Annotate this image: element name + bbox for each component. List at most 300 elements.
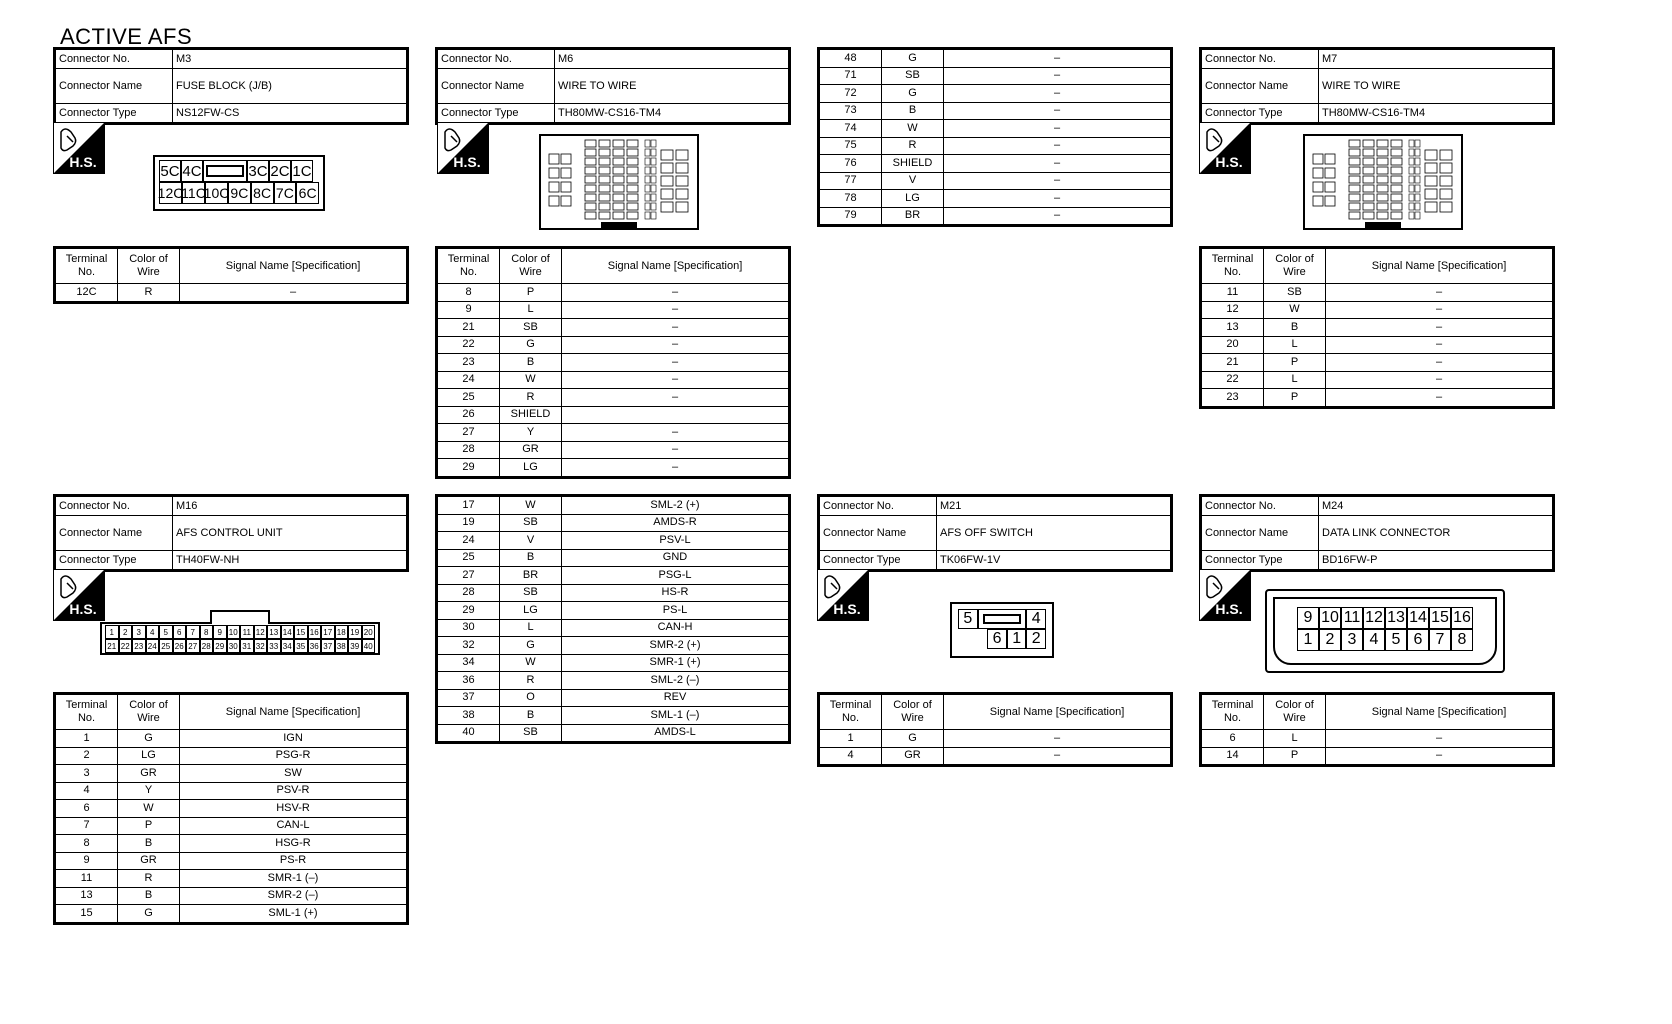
cell-color: B: [500, 354, 562, 372]
m7-connector-name-value: WIRE TO WIRE: [1319, 69, 1553, 104]
table-row: [438, 371, 789, 389]
table-row: [438, 584, 789, 602]
cell-color: P: [1264, 747, 1326, 765]
connector-pin: 7: [186, 625, 200, 639]
cell-signal: –: [562, 284, 789, 302]
connector-pin: 2: [1026, 629, 1046, 649]
connector-lock: [210, 610, 270, 624]
m16-terminal-table: [435, 494, 791, 744]
connector-pin: 11: [1341, 607, 1363, 629]
cell-terminal: 19: [438, 514, 500, 532]
header-terminal-no: Terminal No.: [56, 695, 118, 730]
connector-pin: 14: [1407, 607, 1429, 629]
connector-pin: 4: [1363, 629, 1385, 651]
connector-pin: 16: [308, 625, 322, 639]
cell-signal: CAN-H: [562, 619, 789, 637]
connector-pin: 8: [200, 625, 214, 639]
connector-pin: 15: [294, 625, 308, 639]
connector-pins: [1297, 607, 1503, 651]
connector-key: [978, 609, 1027, 629]
cell-color: R: [118, 284, 180, 302]
m3-connector-name-value: FUSE BLOCK (J/B): [173, 69, 407, 104]
cell-signal: –: [944, 207, 1171, 225]
cell-color: G: [882, 85, 944, 103]
cell-signal: –: [562, 354, 789, 372]
cell-signal: SW: [180, 765, 407, 783]
cell-color: LG: [500, 459, 562, 477]
connector-pin: 7: [1429, 629, 1451, 651]
cell-terminal: 20: [1202, 336, 1264, 354]
cell-signal: SMR-1 (–): [180, 870, 407, 888]
cell-color: B: [118, 835, 180, 853]
header-signal-name: Signal Name [Specification]: [180, 695, 407, 730]
cell-terminal: 34: [438, 654, 500, 672]
cell-color: W: [882, 120, 944, 138]
cell-terminal: 29: [438, 459, 500, 477]
m3-connector-type-value: NS12FW-CS: [173, 104, 407, 123]
cell-terminal: 78: [820, 190, 882, 208]
cell-color: SB: [500, 584, 562, 602]
connector-pin: 6: [1407, 629, 1429, 651]
m16-connector-name-value: AFS CONTROL UNIT: [173, 516, 407, 551]
table-row: [438, 654, 789, 672]
cell-color: G: [882, 50, 944, 68]
cell-terminal: 32: [438, 637, 500, 655]
cell-signal: CAN-L: [180, 817, 407, 835]
cell-color: BR: [882, 207, 944, 225]
label-connector-type: Connector Type: [1202, 104, 1319, 123]
cell-terminal: 3: [56, 765, 118, 783]
cell-terminal: 38: [438, 707, 500, 725]
table-row: [438, 319, 789, 337]
label-connector-no: Connector No.: [820, 497, 937, 516]
table-row: [438, 354, 789, 372]
connector-pin: 4C: [181, 160, 203, 182]
m16-terminal-table: [53, 692, 409, 925]
connector-pin: 9C: [228, 182, 251, 204]
table-row: [438, 549, 789, 567]
connector-pin: 11C: [182, 182, 205, 204]
cell-terminal: 29: [438, 602, 500, 620]
svg-text:H.S.: H.S.: [833, 601, 861, 617]
m7-connector-type-value: TH80MW-CS16-TM4: [1319, 104, 1553, 123]
connector-pin: 5: [1385, 629, 1407, 651]
cell-terminal: 4: [820, 747, 882, 765]
header-color-of-wire: Color of Wire: [1264, 249, 1326, 284]
harness-side-icon: [1199, 569, 1251, 621]
connector-pin: 39: [348, 639, 362, 653]
cell-terminal: 37: [438, 689, 500, 707]
header-color-of-wire: Color of Wire: [118, 249, 180, 284]
cell-terminal: 13: [56, 887, 118, 905]
m16-info-box: [53, 494, 409, 572]
connector-pin: 12C: [159, 182, 182, 204]
connector-pin: 10C: [205, 182, 228, 204]
table-row: [820, 67, 1171, 85]
table-row: [438, 689, 789, 707]
m16-connector-type-value: TH40FW-NH: [173, 551, 407, 570]
label-connector-name: Connector Name: [1202, 516, 1319, 551]
cell-color: W: [500, 654, 562, 672]
table-row: [820, 102, 1171, 120]
connector-pin: 36: [308, 639, 322, 653]
cell-signal: PS-L: [562, 602, 789, 620]
cell-terminal: 74: [820, 120, 882, 138]
header-terminal-no: Terminal No.: [820, 695, 882, 730]
m6-connector-type-value: TH80MW-CS16-TM4: [555, 104, 789, 123]
cell-signal: SML-2 (+): [562, 497, 789, 515]
header-signal-name: Signal Name [Specification]: [1326, 695, 1553, 730]
cell-signal: AMDS-R: [562, 514, 789, 532]
table-row: [438, 707, 789, 725]
cell-signal: –: [562, 441, 789, 459]
cell-color: G: [118, 730, 180, 748]
harness-side-icon: [53, 122, 105, 174]
cell-signal: HSV-R: [180, 800, 407, 818]
connector-pin: 8C: [251, 182, 274, 204]
cell-color: SB: [500, 319, 562, 337]
cell-color: P: [1264, 389, 1326, 407]
cell-terminal: 23: [438, 354, 500, 372]
table-row: [438, 336, 789, 354]
svg-text:H.S.: H.S.: [69, 154, 97, 170]
cell-signal: SML-1 (–): [562, 707, 789, 725]
cell-signal: –: [180, 284, 407, 302]
header-terminal-no: Terminal No.: [1202, 249, 1264, 284]
cell-color: Y: [500, 424, 562, 442]
table-row: [438, 497, 789, 515]
cell-signal: SML-2 (–): [562, 672, 789, 690]
cell-color: O: [500, 689, 562, 707]
cell-signal: –: [1326, 730, 1553, 748]
connector-pin: 5: [958, 609, 978, 629]
table-row: [56, 835, 407, 853]
harness-side-icon: [817, 569, 869, 621]
connector-pin: 1: [1007, 629, 1027, 649]
m21-terminal-table: [817, 692, 1173, 767]
connector-pin: 20: [362, 625, 376, 639]
cell-signal: [562, 406, 789, 424]
cell-color: L: [1264, 371, 1326, 389]
m21-connector-name-value: AFS OFF SWITCH: [937, 516, 1171, 551]
cell-color: GR: [118, 765, 180, 783]
cell-signal: SML-1 (+): [180, 905, 407, 923]
table-row: [56, 870, 407, 888]
connector-pin: [958, 629, 987, 649]
table-row: [56, 852, 407, 870]
header-color-of-wire: Color of Wire: [882, 695, 944, 730]
table-row: [438, 389, 789, 407]
cell-signal: –: [944, 747, 1171, 765]
connector-key: [203, 160, 247, 182]
connector-pin: 6C: [296, 182, 319, 204]
cell-terminal: 77: [820, 172, 882, 190]
connector-pin: 2C: [269, 160, 291, 182]
table-row: [56, 730, 407, 748]
cell-terminal: 24: [438, 532, 500, 550]
table-row: [438, 532, 789, 550]
connector-pin: 23: [132, 639, 146, 653]
table-row: [56, 887, 407, 905]
table-row: [438, 284, 789, 302]
table-row: [820, 730, 1171, 748]
cell-signal: IGN: [180, 730, 407, 748]
connector-pin: 3: [1341, 629, 1363, 651]
cell-color: W: [1264, 301, 1326, 319]
connector-pin: 5C: [159, 160, 181, 182]
header-color-of-wire: Color of Wire: [500, 249, 562, 284]
m7-terminal-table: [1199, 246, 1555, 409]
cell-terminal: 8: [438, 284, 500, 302]
harness-side-icon: [53, 569, 105, 621]
label-connector-no: Connector No.: [56, 50, 173, 69]
cell-terminal: 7: [56, 817, 118, 835]
m3-connector-no-value: M3: [173, 50, 407, 69]
harness-side-icon: [1199, 122, 1251, 174]
m24-connector-type-value: BD16FW-P: [1319, 551, 1553, 570]
m24-connector-face: [1265, 589, 1505, 673]
cell-signal: –: [562, 301, 789, 319]
m6-terminal-table: [817, 47, 1173, 227]
cell-terminal: 11: [1202, 284, 1264, 302]
cell-terminal: 12C: [56, 284, 118, 302]
m16-connector-no-value: M16: [173, 497, 407, 516]
page-title: ACTIVE AFS: [60, 24, 193, 49]
cell-terminal: 36: [438, 672, 500, 690]
table-row: [1202, 354, 1553, 372]
connector-pin: 4: [1026, 609, 1046, 629]
table-row: [1202, 284, 1553, 302]
connector-pin: 27: [186, 639, 200, 653]
label-connector-no: Connector No.: [1202, 50, 1319, 69]
connector-pin: 12: [254, 625, 268, 639]
table-row: [56, 782, 407, 800]
cell-terminal: 11: [56, 870, 118, 888]
cell-color: W: [500, 371, 562, 389]
label-connector-name: Connector Name: [56, 516, 173, 551]
cell-color: SB: [1264, 284, 1326, 302]
table-row: [438, 602, 789, 620]
table-row: [56, 817, 407, 835]
table-row: [56, 747, 407, 765]
connector-pin: 26: [173, 639, 187, 653]
cell-color: R: [500, 672, 562, 690]
cell-signal: SMR-1 (+): [562, 654, 789, 672]
connector-pin: 33: [267, 639, 281, 653]
harness-side-icon: [437, 122, 489, 174]
cell-terminal: 72: [820, 85, 882, 103]
cell-signal: –: [562, 371, 789, 389]
label-connector-type: Connector Type: [56, 551, 173, 570]
cell-terminal: 22: [1202, 371, 1264, 389]
header-color-of-wire: Color of Wire: [1264, 695, 1326, 730]
cell-signal: –: [562, 336, 789, 354]
cell-signal: PS-R: [180, 852, 407, 870]
cell-terminal: 17: [438, 497, 500, 515]
table-row: [438, 406, 789, 424]
table-row: [1202, 747, 1553, 765]
table-row: [438, 441, 789, 459]
m3-terminal-table: [53, 246, 409, 304]
cell-terminal: 71: [820, 67, 882, 85]
cell-signal: REV: [562, 689, 789, 707]
table-row: [1202, 336, 1553, 354]
cell-terminal: 1: [56, 730, 118, 748]
m21-connector-type-value: TK06FW-1V: [937, 551, 1171, 570]
cell-color: G: [500, 336, 562, 354]
connector-pin: 2: [119, 625, 133, 639]
table-row: [438, 637, 789, 655]
connector-pin: 3: [132, 625, 146, 639]
label-connector-name: Connector Name: [438, 69, 555, 104]
cell-terminal: 25: [438, 389, 500, 407]
header-color-of-wire: Color of Wire: [118, 695, 180, 730]
cell-signal: –: [562, 389, 789, 407]
cell-signal: PSV-R: [180, 782, 407, 800]
cell-terminal: 28: [438, 584, 500, 602]
cell-terminal: 30: [438, 619, 500, 637]
table-row: [1202, 319, 1553, 337]
cell-terminal: 76: [820, 155, 882, 173]
table-row: [438, 619, 789, 637]
cell-signal: –: [944, 67, 1171, 85]
connector-pin: 2: [1319, 629, 1341, 651]
connector-pin: 8: [1451, 629, 1473, 651]
header-signal-name: Signal Name [Specification]: [944, 695, 1171, 730]
table-row: [438, 459, 789, 477]
cell-color: GR: [882, 747, 944, 765]
connector-pin: 21: [105, 639, 119, 653]
connector-pin: 7C: [274, 182, 297, 204]
header-terminal-no: Terminal No.: [1202, 695, 1264, 730]
connector-pin: 12: [1363, 607, 1385, 629]
cell-color: V: [882, 172, 944, 190]
table-row: [1202, 301, 1553, 319]
connector-pin: 19: [348, 625, 362, 639]
label-connector-no: Connector No.: [1202, 497, 1319, 516]
cell-color: V: [500, 532, 562, 550]
connector-pin: 40: [362, 639, 376, 653]
cell-signal: –: [944, 50, 1171, 68]
table-row: [820, 137, 1171, 155]
connector-pin: 10: [1319, 607, 1341, 629]
cell-terminal: 9: [438, 301, 500, 319]
cell-signal: PSG-R: [180, 747, 407, 765]
cell-terminal: 24: [438, 371, 500, 389]
table-row: [820, 190, 1171, 208]
cell-color: GR: [118, 852, 180, 870]
cell-color: G: [118, 905, 180, 923]
cell-terminal: 25: [438, 549, 500, 567]
connector-pin: 1: [1297, 629, 1319, 651]
label-connector-name: Connector Name: [56, 69, 173, 104]
table-row: [438, 567, 789, 585]
cell-terminal: 21: [1202, 354, 1264, 372]
cell-color: LG: [500, 602, 562, 620]
cell-signal: GND: [562, 549, 789, 567]
label-connector-name: Connector Name: [1202, 69, 1319, 104]
cell-signal: AMDS-L: [562, 724, 789, 742]
cell-signal: PSG-L: [562, 567, 789, 585]
connector-pin: 17: [321, 625, 335, 639]
cell-signal: HS-R: [562, 584, 789, 602]
header-signal-name: Signal Name [Specification]: [180, 249, 407, 284]
cell-terminal: 79: [820, 207, 882, 225]
label-connector-no: Connector No.: [438, 50, 555, 69]
connector-pin: 1: [105, 625, 119, 639]
cell-color: P: [500, 284, 562, 302]
cell-terminal: 13: [1202, 319, 1264, 337]
cell-terminal: 4: [56, 782, 118, 800]
connector-pin: 35: [294, 639, 308, 653]
cell-color: SB: [882, 67, 944, 85]
cell-terminal: 48: [820, 50, 882, 68]
connector-pin: 13: [267, 625, 281, 639]
m21-connector-face: [950, 602, 1054, 658]
table-row: [1202, 389, 1553, 407]
cell-terminal: 15: [56, 905, 118, 923]
cell-signal: –: [1326, 319, 1553, 337]
table-row: [438, 672, 789, 690]
cell-terminal: 40: [438, 724, 500, 742]
svg-text:H.S.: H.S.: [1215, 601, 1243, 617]
cell-color: SHIELD: [500, 406, 562, 424]
cell-terminal: 75: [820, 137, 882, 155]
cell-terminal: 2: [56, 747, 118, 765]
connector-pin: 9: [1297, 607, 1319, 629]
cell-terminal: 21: [438, 319, 500, 337]
table-row: [56, 905, 407, 923]
cell-terminal: 8: [56, 835, 118, 853]
cell-signal: –: [944, 155, 1171, 173]
cell-signal: SMR-2 (–): [180, 887, 407, 905]
cell-color: L: [1264, 336, 1326, 354]
cell-signal: –: [944, 102, 1171, 120]
label-connector-type: Connector Type: [820, 551, 937, 570]
cell-color: SB: [500, 514, 562, 532]
cell-signal: –: [1326, 747, 1553, 765]
cell-color: GR: [500, 441, 562, 459]
cell-terminal: 28: [438, 441, 500, 459]
connector-pin: 5: [159, 625, 173, 639]
table-row: [438, 514, 789, 532]
connector-pin: 6: [987, 629, 1007, 649]
connector-pin: 18: [335, 625, 349, 639]
cell-signal: –: [944, 137, 1171, 155]
connector-pin: 22: [119, 639, 133, 653]
table-row: [1202, 371, 1553, 389]
cell-terminal: 9: [56, 852, 118, 870]
cell-signal: –: [562, 424, 789, 442]
header-signal-name: Signal Name [Specification]: [1326, 249, 1553, 284]
m7-connector-face: [1303, 134, 1463, 230]
m6-connector-no-value: M6: [555, 50, 789, 69]
m7-connector-no-value: M7: [1319, 50, 1553, 69]
cell-signal: PSV-L: [562, 532, 789, 550]
table-row: [438, 424, 789, 442]
m6-connector-face: [539, 134, 699, 230]
table-row: [820, 172, 1171, 190]
table-row: [56, 284, 407, 302]
connector-pin: 13: [1385, 607, 1407, 629]
cell-terminal: 27: [438, 424, 500, 442]
cell-terminal: 23: [1202, 389, 1264, 407]
cell-color: BR: [500, 567, 562, 585]
m6-info-box: [435, 47, 791, 125]
cell-color: R: [882, 137, 944, 155]
m21-info-box: [817, 494, 1173, 572]
m24-connector-no-value: M24: [1319, 497, 1553, 516]
